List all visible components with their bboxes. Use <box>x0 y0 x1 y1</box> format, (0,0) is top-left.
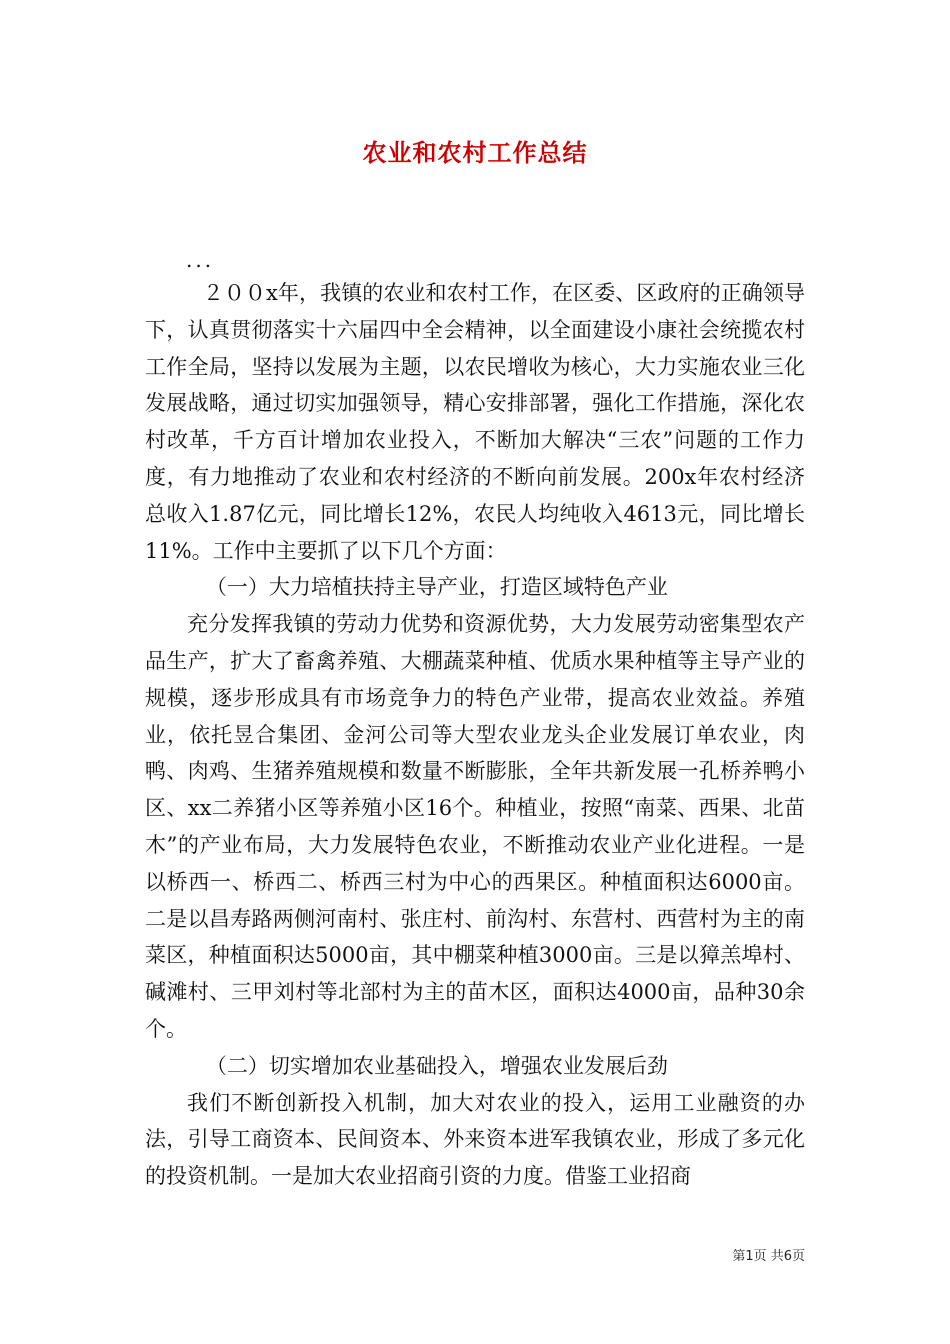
document-title: 农业和农村工作总结 <box>362 138 588 167</box>
paragraph-section-2: 我们不断创新投入机制，加大对农业的投入，运用工业融资的办法，引导工商资本、民间资本、外来资本进军我镇农业，形成了多元化的投资机制。一是加大农业招商引资的力度。借鉴工业招商 <box>145 1090 805 1189</box>
paragraph-section-1: 充分发挥我镇的劳动力优势和资源优势，大力发展劳动密集型农产品生产，扩大了畜禽养殖、大棚蔬菜种植、优质水果种植等主导产业的规模，逐步形成具有市场竞争力的特色产业带，提高农业效益。养殖业，依托昱合集团、金河公司等大型农业龙头企业发展订单农业，肉鸭、肉鸡、生猪养殖规模和数量不断膨胀，全年共新发展一孔桥养鸭小区、xx二养猪小区等养殖小区16个。种植业，按照“南菜、西果、北苗木”的产业布局，大力发展特色农业，不断推动农业产业化进程。一是以桥西一、桥西二、桥西三村为中心的西果区。种植面积达6000亩。二是以昌寿路两侧河南村、张庄村、前沟村、东营村、西营村为主的南菜区，种植面积达5000亩，其中棚菜种植3000亩。三是以獐羔埠村、碱滩村、三甲刘村等北部村为主的苗木区，面积达4000亩，品种30余个。 <box>145 612 805 1041</box>
paragraph-intro: ２００x年，我镇的农业和农村工作，在区委、区政府的正确领导下，认真贯彻落实十六届四中全会精神，以全面建设小康社会统揽农村工作全局，坚持以发展为主题，以农民增收为核心，大力实施农业三化发展战略，通过切实加强领导，精心安排部署，强化工作措施，深化农村改革，千方百计增加农业投入，不断加大解决“三农”问题的工作力度，有力地推动了农业和农村经济的不断向前发展。200x年农村经济总收入1.87亿元，同比增长12%，农民人均纯收入4613元，同比增长11%。工作中主要抓了以下几个方面： <box>145 281 805 563</box>
section-heading-1: （一）大力培植扶持主导产业，打造区域特色产业 <box>205 575 668 600</box>
page-number-footer: 第1页 共6页 <box>732 1249 805 1264</box>
document-body <box>145 275 805 1195</box>
ellipsis-marker: ... <box>186 248 215 272</box>
section-heading-2: （二）切实增加农业基础投入，增强农业发展后劲 <box>205 1053 668 1078</box>
